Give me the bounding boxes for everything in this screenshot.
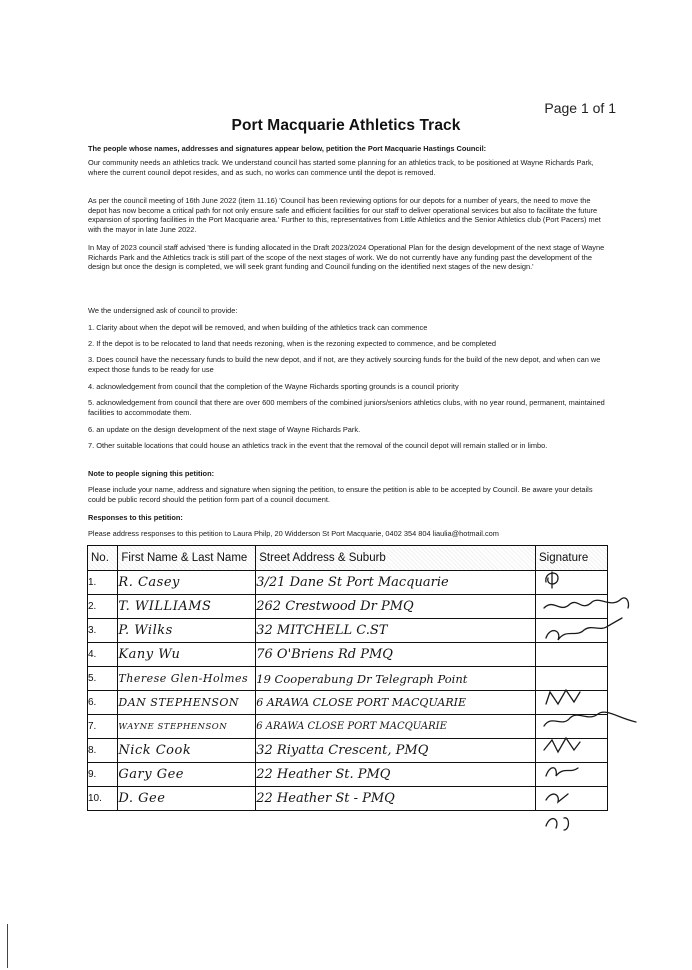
row-number: 2. bbox=[88, 595, 118, 619]
signature-6 bbox=[544, 712, 636, 726]
paragraph-3: In May of 2023 council staff advised 'there is funding allocated in the Draft 2023/2024 Operational Plan for the design development of the next stage of Wayne Richards Park and the Athletics track is still part of the scope of the next stages of work. We do not currently have any funding past the development of the design but once the design is completed, we will seek grant funding and Council funding on the identified next stages of the new design.' bbox=[88, 243, 605, 272]
row-number: 6. bbox=[88, 691, 118, 715]
signer-name: Kany Wu bbox=[118, 643, 256, 667]
table-row bbox=[88, 667, 608, 691]
signer-name: Therese Glen-Holmes bbox=[118, 667, 256, 691]
ask-item-4: 4. acknowledgement from council that the completion of the Wayne Richards sporting grounds is a council priority bbox=[88, 382, 459, 391]
row-number: 3. bbox=[88, 619, 118, 643]
ask-item-2: 2. If the depot is to be relocated to land that needs rezoning, when is the rezoning expected to commence, and be completed bbox=[88, 339, 496, 348]
row-number: 7. bbox=[88, 715, 118, 739]
table-row bbox=[88, 787, 608, 811]
signature-3 bbox=[546, 618, 622, 640]
table-row bbox=[88, 763, 608, 787]
table-row bbox=[88, 691, 608, 715]
signer-address: 6 ARAWA CLOSE PORT MACQUARIE bbox=[256, 691, 536, 715]
table-row bbox=[88, 643, 608, 667]
margin-line bbox=[7, 924, 8, 968]
paragraph-1: Our community needs an athletics track. We understand council has started some planning for an athletics track, to be positioned at Wayne Richards Park, where the current council depot resides, and as such, no works can commence until the depot is removed. bbox=[88, 158, 594, 177]
row-number: 1. bbox=[88, 571, 118, 595]
signer-name: D. Gee bbox=[118, 787, 256, 811]
row-number: 5. bbox=[88, 667, 118, 691]
header-no: No. bbox=[88, 546, 118, 571]
signer-name: T. WILLIAMS bbox=[118, 595, 256, 619]
signature-table bbox=[87, 545, 608, 811]
signer-address: 22 Heather St. PMQ bbox=[256, 763, 536, 787]
row-number: 9. bbox=[88, 763, 118, 787]
signer-address: 76 O'Briens Rd PMQ bbox=[256, 643, 536, 667]
table-header-row bbox=[88, 546, 608, 571]
table-row bbox=[88, 619, 608, 643]
note-heading: Note to people signing this petition: bbox=[88, 469, 215, 478]
header-address: Street Address & Suburb bbox=[256, 546, 536, 571]
signature-5 bbox=[546, 690, 580, 704]
signer-name: WAYNE STEPHENSON bbox=[118, 715, 256, 739]
page-number: Page 1 of 1 bbox=[544, 100, 616, 116]
responses-heading: Responses to this petition: bbox=[88, 513, 183, 522]
ask-item-7: 7. Other suitable locations that could house an athletics track in the event that the removal of the council depot will remain stalled or in limbo. bbox=[88, 441, 548, 450]
signer-address: 32 MITCHELL C.ST bbox=[256, 619, 536, 643]
paragraph-2: As per the council meeting of 16th June 2022 (item 11.16) 'Council has been reviewing options for our depots for a number of years, the need to move the depot has now become a critical path for not only ensure safe and efficient facilities for our staff to deliver operational services but also to facilitate the future expansion of sporting facilities in the Port Macquarie area.' Further to this, representatives from Little Athletics and the Senior Athletics club (Port Pacers) met with the mayor in late June 2022. bbox=[88, 196, 601, 234]
table-row bbox=[88, 739, 608, 763]
signer-name: Nick Cook bbox=[118, 739, 256, 763]
signature-9 bbox=[546, 794, 568, 802]
signer-address: 19 Cooperabung Dr Telegraph Point bbox=[256, 667, 536, 691]
note-text: Please include your name, address and signature when signing the petition, to ensure the petition is able to be accepted by Council. Be aware your details could be public record should the petition form part of a council document. bbox=[88, 485, 593, 504]
signer-address: 22 Heather St - PMQ bbox=[256, 787, 536, 811]
signer-name: Gary Gee bbox=[118, 763, 256, 787]
signature-2 bbox=[544, 598, 629, 608]
petition-title: Port Macquarie Athletics Track bbox=[231, 117, 461, 134]
table-row bbox=[88, 595, 608, 619]
intro-text: The people whose names, addresses and signatures appear below, petition the Port Macquarie Hastings Council: bbox=[88, 144, 487, 153]
header-name: First Name & Last Name bbox=[118, 546, 256, 571]
signature-7 bbox=[544, 738, 580, 752]
signatures-scribbles bbox=[540, 568, 670, 838]
header-signature: Signature bbox=[536, 546, 608, 571]
signer-address: 6 ARAWA CLOSE PORT MACQUARIE bbox=[256, 715, 536, 739]
table-row bbox=[88, 571, 608, 595]
responses-text: Please address responses to this petition to Laura Philp, 20 Widderson St Port Macquarie, 0402 354 804 liaulia@hotmail.com bbox=[88, 529, 499, 538]
signer-name: P. Wilks bbox=[118, 619, 256, 643]
signer-name: R. Casey bbox=[118, 571, 256, 595]
signature-8 bbox=[546, 768, 578, 776]
signature-1 bbox=[546, 572, 558, 588]
ask-item-1: 1. Clarity about when the depot will be removed, and when building of the athletics track can commence bbox=[88, 323, 428, 332]
signature-10 bbox=[546, 818, 569, 830]
row-number: 8. bbox=[88, 739, 118, 763]
table-row bbox=[88, 715, 608, 739]
row-number: 4. bbox=[88, 643, 118, 667]
row-number: 10. bbox=[88, 787, 118, 811]
ask-item-3: 3. Does council have the necessary funds to build the new depot, and if not, are they actively sourcing funds for the build of the new depot, and when can we expect those funds to be ready for use bbox=[88, 355, 601, 374]
signer-address: 3/21 Dane St Port Macquarie bbox=[256, 571, 536, 595]
signer-address: 32 Riyatta Crescent, PMQ bbox=[256, 739, 536, 763]
signer-name: DAN STEPHENSON bbox=[118, 691, 256, 715]
signer-address: 262 Crestwood Dr PMQ bbox=[256, 595, 536, 619]
ask-intro: We the undersigned ask of council to provide: bbox=[88, 306, 238, 315]
ask-item-6: 6. an update on the design development of the next stage of Wayne Richards Park. bbox=[88, 425, 361, 434]
ask-item-5: 5. acknowledgement from council that there are over 600 members of the combined juniors/seniors athletics clubs, with no year round, permanent, maintained facilities to accommodate them. bbox=[88, 398, 605, 417]
